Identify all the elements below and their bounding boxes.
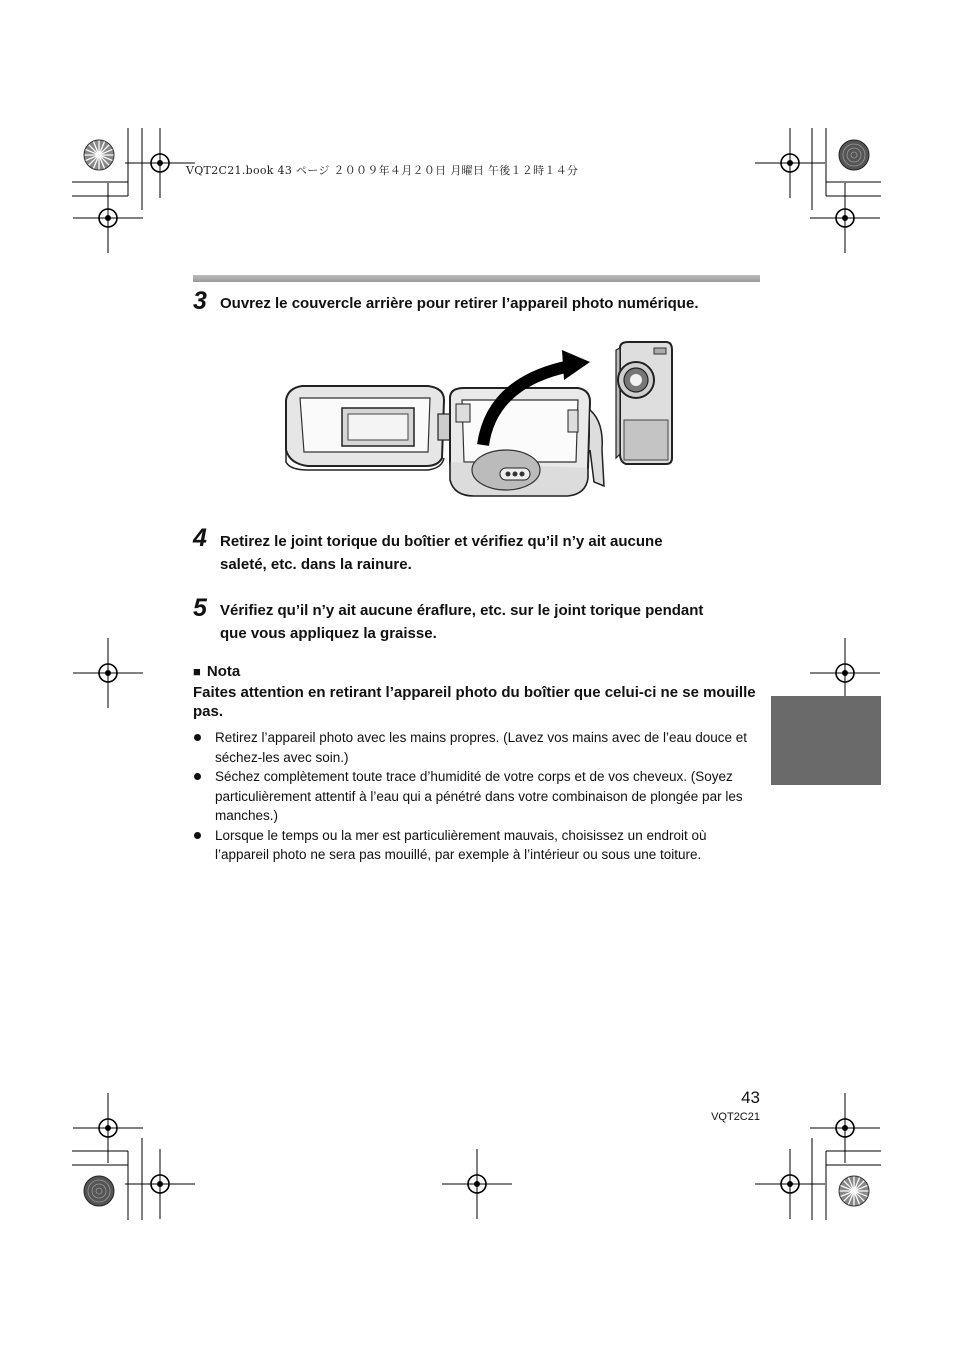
bullet-icon bbox=[194, 773, 201, 780]
nota-bullet-list bbox=[193, 728, 763, 865]
camera-removal-illustration bbox=[278, 340, 678, 505]
bullet-icon bbox=[194, 734, 201, 741]
nota-title: Nota bbox=[206, 663, 241, 680]
step-4-number: 4 bbox=[193, 524, 207, 552]
step-4-text bbox=[220, 530, 780, 576]
step-3-number: 3 bbox=[193, 287, 207, 315]
list-item: Retirez l’appareil photo avec les mains propres. (Lavez vos mains avec de l’eau douce et séchez-les avec soin.) bbox=[193, 728, 763, 767]
step-5-number: 5 bbox=[193, 594, 207, 622]
print-header-info: VQT2C21.book 43 ページ ２００９年４月２０日 月曜日 午後１２時１４分 bbox=[186, 164, 579, 177]
list-item: Lorsque le temps ou la mer est particulièrement mauvais, choisissez un endroit où l’appareil photo ne sera pas mouillé, par exemple à l’intérieur ou sous une toiture. bbox=[193, 826, 763, 865]
step-3-line-1: Ouvrez le couvercle arrière pour retirer l’appareil photo numérique. bbox=[220, 295, 699, 312]
nota-marker: ■ bbox=[193, 664, 201, 679]
list-item: Séchez complètement toute trace d’humidité de votre corps et de vos cheveux. (Soyez particulièrement attentif à l’eau qui a pénétré dans votre combinaison de plongée par les manches.) bbox=[193, 767, 763, 826]
step-5-line-2: que vous appliquez la graisse. bbox=[220, 625, 437, 642]
section-rule bbox=[193, 275, 760, 282]
step-5-line-1: Vérifiez qu’il n’y ait aucune éraflure, etc. sur le joint torique pendant bbox=[220, 602, 704, 619]
model-code: VQT2C21 bbox=[711, 1111, 760, 1123]
step-3-text bbox=[220, 292, 780, 315]
page-number: 43 bbox=[741, 1088, 760, 1107]
nota-warning: Faites attention en retirant l’appareil photo du boîtier que celui-ci ne se mouille pas. bbox=[193, 684, 756, 720]
nota-heading bbox=[193, 663, 240, 680]
bullet-icon bbox=[194, 832, 201, 839]
step-5-text bbox=[220, 599, 780, 645]
side-section-tab bbox=[771, 696, 881, 785]
step-4-line-1: Retirez le joint torique du boîtier et vérifiez qu’il n’y ait aucune bbox=[220, 533, 663, 550]
step-4-line-2: saleté, etc. dans la rainure. bbox=[220, 556, 412, 573]
